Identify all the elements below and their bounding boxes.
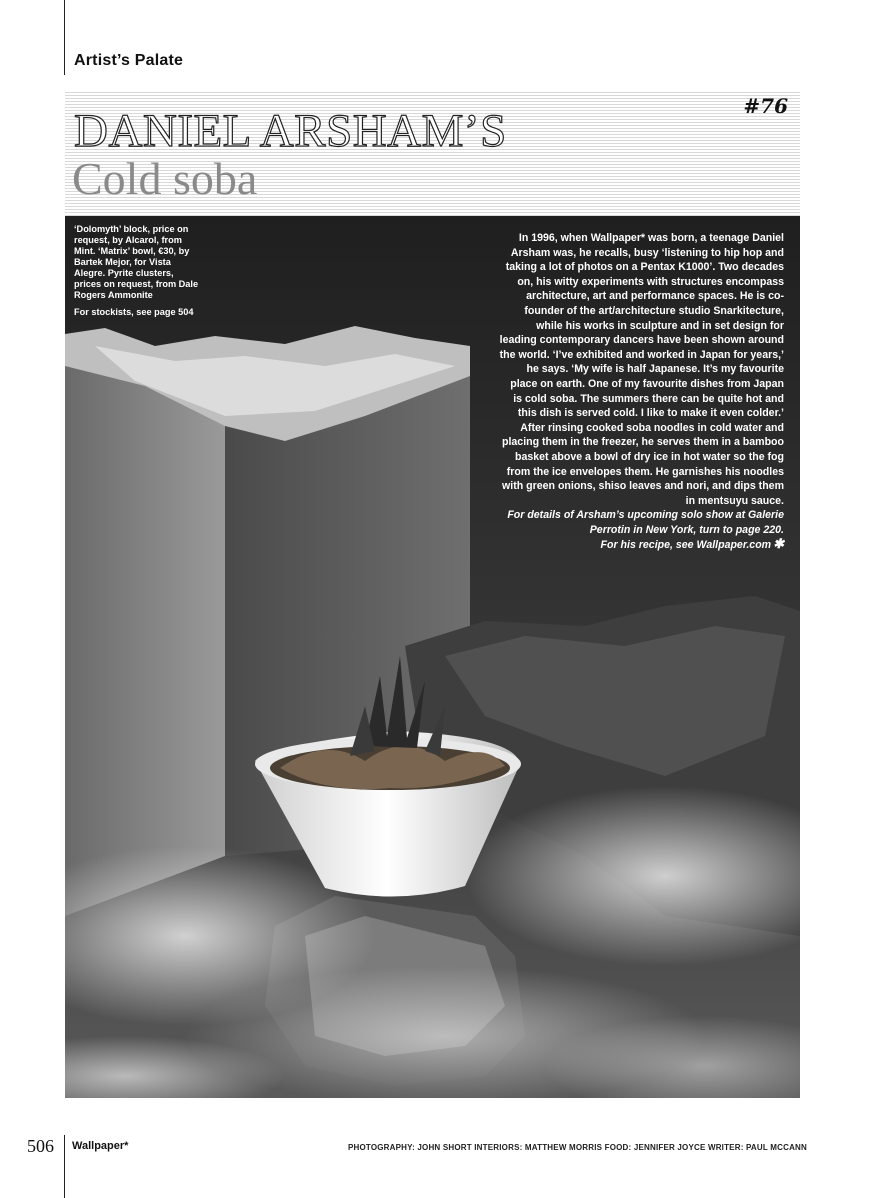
feature-photo	[65, 216, 800, 1098]
article-paragraph: In 1996, when Wallpaper* was born, a teenage Daniel Arsham was, he recalls, busy ‘listening to hip hop and taking a lot of photos on a Pentax K1000’. Two decades on, his witty experiments with structures encompass architecture, art and performance spaces. He is co-founder of the art/architecture studio Snarkitecture, while his works in sculpture and in set design for leading contemporary dancers have been shown around the world. ‘I’ve exhibited and worked in Japan for years,’ he says. ‘My wife is half Japanese. It’s my favourite place on earth. One of my favourite dishes from Japan is cold soba. The summers there can be quite hot and this dish is served cold. I like to make it even colder.’ After rinsing cooked soba noodles in cold water and placing them in the freezer, he serves them in a bamboo basket above a bowl of dry ice in hot water so the fog from the ice envelopes them. He garnishes his noodles with green onions, shiso leaves and nori, and dips them in mentsuyu sauce.	[499, 232, 784, 507]
title-band	[65, 90, 800, 216]
page-number: 506	[27, 1136, 54, 1156]
solo-show-note: For details of Arsham’s upcoming solo show at Galerie Perrotin in New York, turn to page 220.	[507, 509, 784, 536]
product-credits: ‘Dolomyth’ block, price on request, by Alcarol, from Mint. ‘Matrix’ bowl, €30, by Bartek Mejor, for Vista Alegre. Pyrite clusters, prices on request, from Dale Rogers Ammonite	[74, 224, 199, 300]
title-dish-name: Cold soba	[72, 153, 258, 204]
recipe-note-text: For his recipe, see Wallpaper.com	[600, 539, 772, 552]
section-label: Artist’s Palate	[74, 52, 184, 69]
recipe-note	[499, 537, 784, 553]
issue-number: #76	[743, 94, 788, 118]
product-caption	[74, 224, 199, 324]
article-body	[499, 231, 784, 553]
title-artist-name: DANIEL ARSHAM’S	[74, 105, 507, 157]
end-mark-icon: ✱	[773, 536, 784, 552]
magazine-brand: Wallpaper*	[72, 1140, 129, 1152]
top-vertical-rule	[64, 0, 65, 75]
stockists-note: For stockists, see page 504	[74, 307, 194, 317]
photo-credits: PHOTOGRAPHY: JOHN SHORT INTERIORS: MATTHEW MORRIS FOOD: JENNIFER JOYCE WRITER: PAUL MCCANN	[347, 1143, 807, 1152]
bottom-vertical-rule	[64, 1135, 65, 1198]
